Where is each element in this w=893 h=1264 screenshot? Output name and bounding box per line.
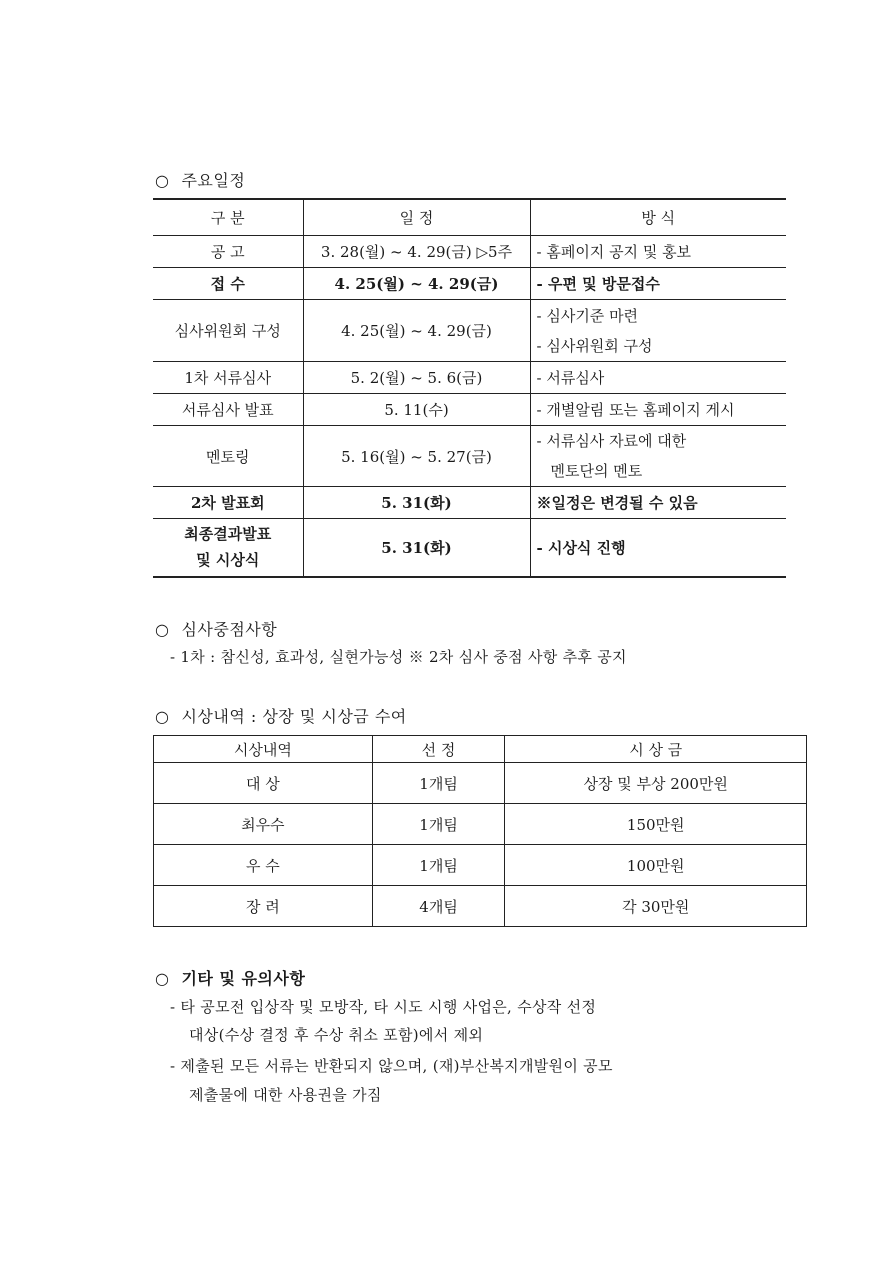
row-category: 서류심사 발표: [153, 394, 303, 426]
award-count: 1개팀: [372, 763, 505, 804]
header-method: 방 식: [530, 199, 786, 236]
note-item-2-line1: - 제출된 모든 서류는 반환되지 않으며, (재)부산복지개발원이 공모: [170, 1057, 613, 1075]
table-row: [153, 394, 786, 426]
row-method: ※일정은 변경될 수 있음: [530, 487, 786, 519]
table-row: [153, 487, 786, 519]
row-method: - 홈페이지 공지 및 홍보: [530, 236, 786, 268]
bullet-circle-icon: ○: [155, 171, 170, 190]
schedule-heading: ○ 주요일정: [155, 171, 246, 190]
criteria-line: - 1차 : 참신성, 효과성, 실현가능성 ※ 2차 심사 중점 사항 추후 공지: [170, 648, 627, 666]
header-award-count: 선 정: [372, 736, 505, 763]
row-category: 멘토링: [153, 426, 303, 487]
header-category: 구 분: [153, 199, 303, 236]
row-method: [530, 300, 786, 362]
header-award-prize: 시 상 금: [505, 736, 807, 763]
schedule-table: [153, 198, 786, 578]
note-item-2-line2: 제출물에 대한 사용권을 가짐: [189, 1086, 382, 1104]
row-date: 5. 16(월) ~ 5. 27(금): [303, 426, 530, 487]
award-prize: 각 30만원: [505, 886, 807, 927]
award-prize: 150만원: [505, 804, 807, 845]
row-category: 심사위원회 구성: [153, 300, 303, 362]
award-name: 우 수: [154, 845, 373, 886]
table-row: [153, 300, 786, 362]
row-method: - 우편 및 방문접수: [530, 268, 786, 300]
method-line: - 서류심사 자료에 대한: [536, 432, 687, 450]
table-row: [154, 886, 807, 927]
table-row: [154, 845, 807, 886]
row-category: 접 수: [153, 268, 303, 300]
row-category: 2차 발표회: [153, 487, 303, 519]
award-count: 4개팀: [372, 886, 505, 927]
award-name: 대 상: [154, 763, 373, 804]
awards-header-row: [154, 736, 807, 763]
row-date: 4. 25(월) ~ 4. 29(금): [303, 268, 530, 300]
row-category: 최종결과발표 및 시상식: [153, 519, 303, 577]
award-count: 1개팀: [372, 845, 505, 886]
award-name: 최우수: [154, 804, 373, 845]
table-row: [154, 763, 807, 804]
bullet-circle-icon: ○: [155, 969, 170, 988]
note-item-1-line2: 대상(수상 결정 후 수상 취소 포함)에서 제외: [189, 1026, 484, 1044]
notes-heading: ○ 기타 및 유의사항: [155, 969, 306, 988]
table-row: [153, 519, 786, 577]
row-category: 1차 서류심사: [153, 362, 303, 394]
header-award-name: 시상내역: [154, 736, 373, 763]
row-method: - 서류심사: [530, 362, 786, 394]
row-category: 공 고: [153, 236, 303, 268]
note-item-1-line1: - 타 공모전 입상작 및 모방작, 타 시도 시행 사업은, 수상작 선정: [170, 998, 597, 1016]
row-method: - 개별알림 또는 홈페이지 게시: [530, 394, 786, 426]
row-date: 5. 31(화): [303, 487, 530, 519]
row-method: [530, 426, 786, 487]
row-date: 3. 28(월) ~ 4. 29(금) ▷5주: [303, 236, 530, 268]
award-prize: 100만원: [505, 845, 807, 886]
awards-heading: ○ 시상내역 : 상장 및 시상금 수여: [155, 707, 407, 726]
award-count: 1개팀: [372, 804, 505, 845]
bullet-circle-icon: ○: [155, 620, 170, 639]
table-row: [153, 236, 786, 268]
table-row: [153, 268, 786, 300]
row-date: 5. 11(수): [303, 394, 530, 426]
awards-table: [153, 735, 807, 927]
table-row: [153, 362, 786, 394]
row-date: 5. 2(월) ~ 5. 6(금): [303, 362, 530, 394]
award-name: 장 려: [154, 886, 373, 927]
header-date: 일 정: [303, 199, 530, 236]
table-row: [153, 426, 786, 487]
award-prize: 상장 및 부상 200만원: [505, 763, 807, 804]
row-date: 4. 25(월) ~ 4. 29(금): [303, 300, 530, 362]
row-date: 5. 31(화): [303, 519, 530, 577]
method-line: 멘토단의 멘토: [550, 462, 643, 480]
method-line: - 심사기준 마련: [536, 306, 639, 325]
schedule-header-row: [153, 199, 786, 236]
table-row: [154, 804, 807, 845]
row-method: - 시상식 진행: [530, 519, 786, 577]
criteria-heading: ○ 심사중점사항: [155, 620, 278, 639]
method-line: - 심사위원회 구성: [536, 336, 653, 355]
bullet-circle-icon: ○: [155, 707, 170, 726]
